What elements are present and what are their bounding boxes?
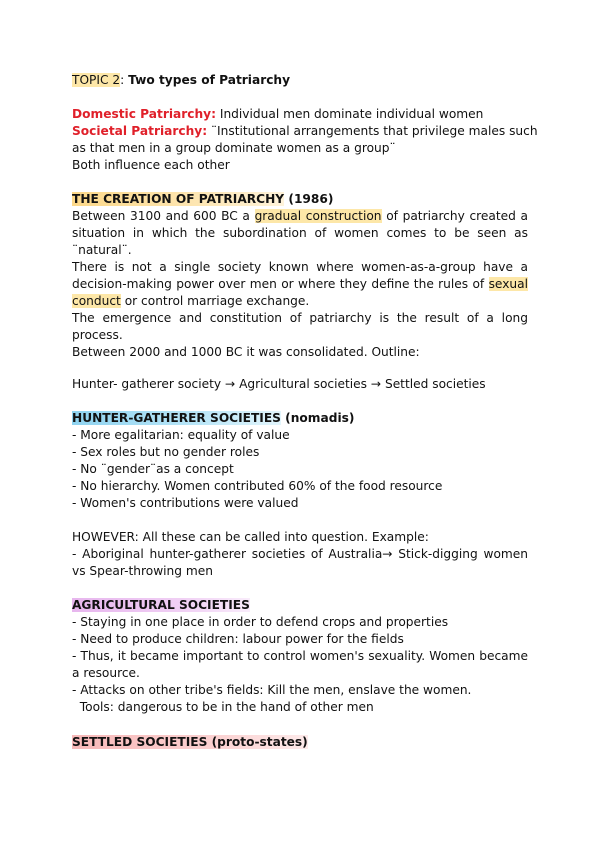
topic-separator: : [120,73,129,87]
creation-p4: Between 2000 and 1000 BC it was consolidated. Outline: [72,345,420,359]
list-item: - Need to produce children: labour power for the fields [72,632,404,646]
creation-p2-text-a: decision-making power over men or where they define the rules of [72,277,489,291]
agri-heading [72,597,528,614]
creation-p2-line2 [72,276,528,293]
creation-p1-line3: ¨natural¨. [72,243,132,257]
example-line1: - Aboriginal hunter-gatherer societies of Australia→ Stick-digging women [72,547,528,561]
domestic-label: Domestic Patriarchy: [72,107,216,121]
creation-year: (1986) [284,192,334,206]
list-item: - No ¨gender¨as a concept [72,462,234,476]
example-line2: vs Spear-throwing men [72,564,213,578]
hunter-heading [72,410,528,427]
list-item: - Staying in one place in order to defend crops and properties [72,615,449,629]
attacks-line: - Attacks on other tribe's fields: Kill the men, enslave the women. [72,683,472,697]
conduct-highlight: conduct [72,294,121,308]
creation-heading [72,191,528,208]
creation-p1-line2: situation in which the subordination of women comes to be seen as [72,226,528,240]
settled-heading-text: SETTLED SOCIETIES (proto-states) [72,735,308,749]
domestic-text: Individual men dominate individual women [215,107,484,121]
creation-p1-text-b: of patriarchy created a [381,209,529,223]
creation-p2-line1: There is not a single society known where women-as-a-group have a [72,260,528,274]
societal-label: Societal Patriarchy: [72,124,208,138]
both-influence-line: Both influence each other [72,158,230,172]
creation-p3-line1: The emergence and constitution of patriarchy is the result of a long [72,311,528,325]
hunter-heading-text: HUNTER-GATHERER SOCIETIES [72,411,281,425]
domestic-definition [72,106,528,123]
creation-p2-line3 [72,293,528,310]
gradual-construction-highlight: gradual construction [254,209,382,223]
creation-p1-text-a: Between 3100 and 600 BC a [72,209,255,223]
creation-p1-line1 [72,208,528,225]
societal-text: ¨Institutional arrangements that privilege males such [207,124,538,138]
sexual-highlight: sexual [488,277,528,291]
topic-title [72,72,528,89]
list-item: - Sex roles but no gender roles [72,445,260,459]
societal-definition [72,123,538,140]
creation-heading-text: THE CREATION OF PATRIARCHY [72,192,285,206]
thus-line2: a resource. [72,666,140,680]
list-item: - No hierarchy. Women contributed 60% of the food resource [72,479,443,493]
hunter-heading-sub: (nomadis) [280,411,355,425]
list-item: - More egalitarian: equality of value [72,428,290,442]
outline-line: Hunter- gatherer society → Agricultural societies → Settled societies [72,377,486,391]
settled-heading [72,734,528,751]
list-item: - Women's contributions were valued [72,496,299,510]
tools-line: Tools: dangerous to be in the hand of other men [72,700,374,714]
topic-number: TOPIC 2 [72,73,121,87]
creation-p2-text-b: or control marriage exchange. [120,294,310,308]
topic-heading: Two types of Patriarchy [128,73,291,87]
thus-line1: - Thus, it became important to control women's sexuality. Women became [72,649,528,663]
agri-heading-text: AGRICULTURAL SOCIETIES [72,598,250,612]
however-line: HOWEVER: All these can be called into question. Example: [72,530,429,544]
societal-definition-cont: as that men in a group dominate women as a group¨ [72,141,396,155]
creation-p3-line2: process. [72,328,123,342]
